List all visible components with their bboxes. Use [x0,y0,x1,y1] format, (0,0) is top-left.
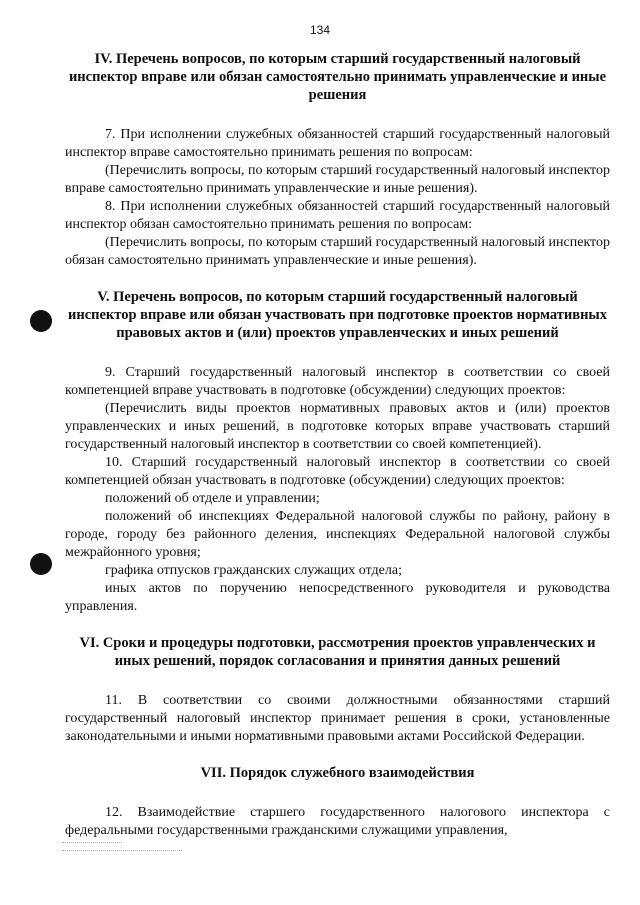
scan-footer-marks [62,842,182,854]
paragraph: 12. Взаимодействие старшего государственного налогового инспектора с федеральными государственными гражданскими служащими управления, [65,805,610,838]
section-7-heading: VII. Порядок служебного взаимодействия [200,765,475,781]
punch-hole [30,553,52,575]
punch-hole [30,310,52,332]
paragraph: 8. При исполнении служебных обязанностей старший государственный налоговый инспектор обязан самостоятельно принимать решения по вопросам: [65,199,610,232]
paragraph: (Перечислить вопросы, по которым старший государственный налоговый инспектор вправе самостоятельно принимать управленческие и иные решения). [65,163,610,196]
paragraph: положений об отделе и управлении; [105,491,320,506]
paragraph: (Перечислить вопросы, по которым старший государственный налоговый инспектор обязан самостоятельно принимать управленческие и иные решения). [65,235,610,268]
section-5-heading: V. Перечень вопросов, по которым старший государственный налоговый инспектор вправе или обязан участвовать при подготовке проектов нормативных правовых актов и (или) проектов управленческих и иных решений [67,289,607,341]
paragraph: 10. Старший государственный налоговый инспектор в соответствии со своей компетенцией обязан участвовать в подготовке (обсуждении) следующих проектов: [65,455,610,488]
paragraph: графика отпусков гражданских служащих отдела; [105,563,402,578]
paragraph: иных актов по поручению непосредственного руководителя и руководства управления. [65,581,610,614]
page-number: 134 [309,23,331,37]
paragraph: положений об инспекциях Федеральной налоговой службы по району, району в городе, городу без районного деления, инспекциях Федеральной налоговой службы межрайонного уровня; [65,509,610,560]
paragraph: (Перечислить виды проектов нормативных правовых актов и (или) проектов управленческих и иных решений, в подготовке которых вправе участвовать старший государственный налоговый инспектор в соответствии со своей компетенцией). [65,401,610,452]
section-6-heading: VI. Сроки и процедуры подготовки, рассмотрения проектов управленческих и иных решений, порядок согласования и принятия данных решений [79,635,596,669]
paragraph: 7. При исполнении служебных обязанностей старший государственный налоговый инспектор вправе самостоятельно принимать решения по вопросам: [65,127,610,160]
paragraph: 11. В соответствии со своими должностными обязанностями старший государственный налоговый инспектор принимает решения в сроки, установленные законодательными и иными нормативными правовыми актами Российской Федерации. [65,693,610,744]
document-body [65,50,610,840]
paragraph: 9. Старший государственный налоговый инспектор в соответствии со своей компетенцией вправе участвовать в подготовке (обсуждении) следующих проектов: [65,365,610,398]
section-4-heading: IV. Перечень вопросов, по которым старший государственный налоговый инспектор вправе или обязан самостоятельно принимать управленческие и иные решения [68,51,607,103]
